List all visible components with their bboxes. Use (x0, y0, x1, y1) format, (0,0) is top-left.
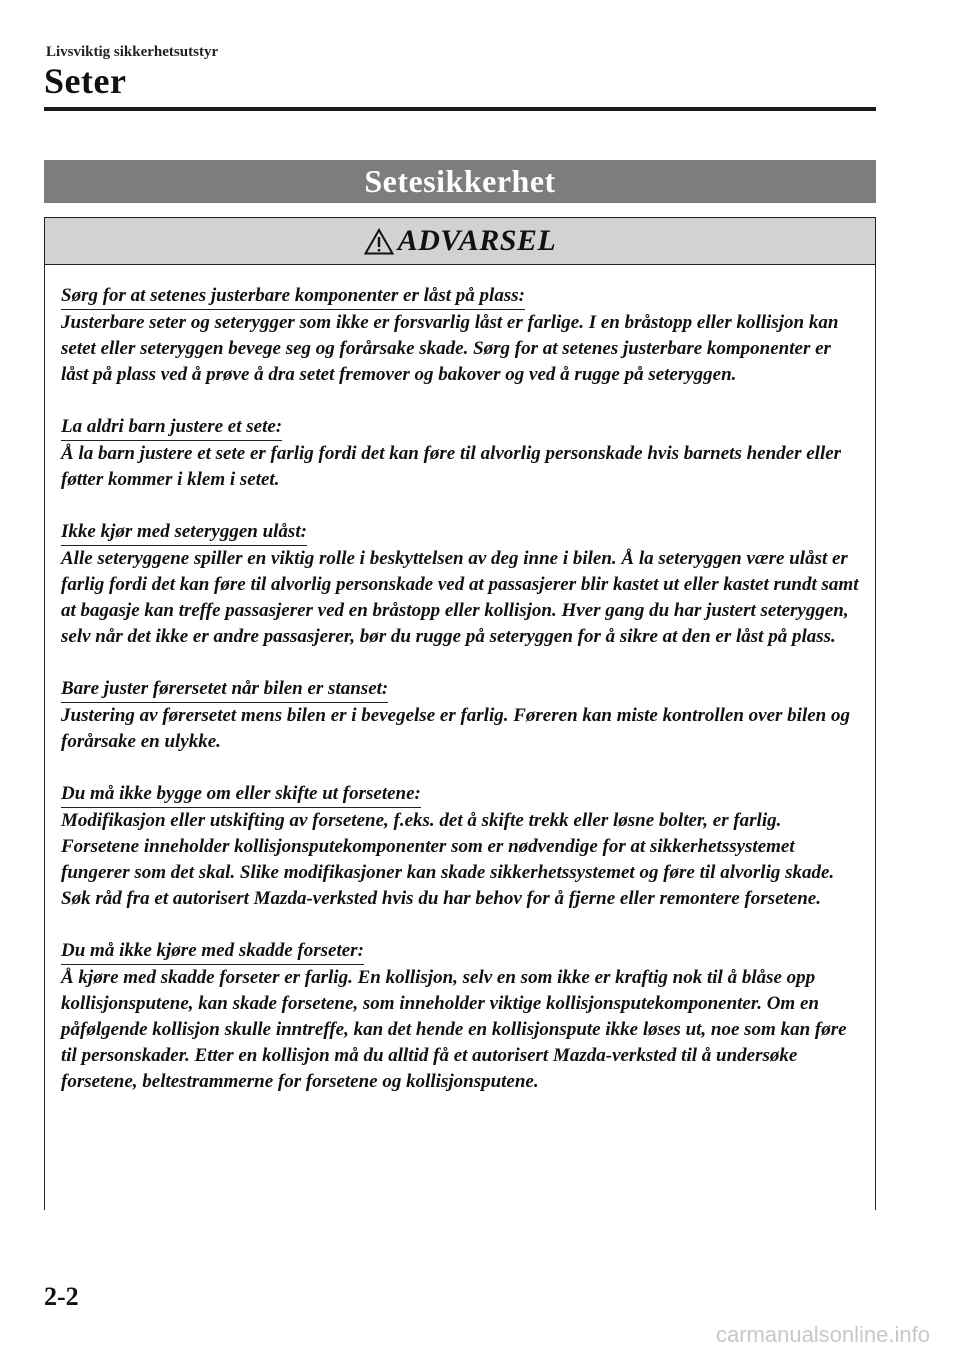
warning-item (61, 283, 859, 388)
warning-item-text: Å la barn justere et sete er farlig fordi det kan føre til alvorlig personskade hvis barnets hender eller føtter kommer i klem i setet. (61, 443, 842, 490)
warning-item (61, 519, 859, 650)
warning-item-text: Justerbare seter og seterygger som ikke er forsvarlig låst er farlige. I en bråstopp eller kollisjon kan setet eller seteryggen bevege seg og forårsake skade. Sørg for at setenes justerbare komponenter er låst på plass ved å prøve å dra setet fremover og bakover og ved å rugge på seteryggen. (61, 312, 839, 385)
warning-item (61, 676, 859, 755)
warning-item (61, 938, 859, 1095)
warning-triangle-icon (364, 228, 394, 255)
warning-item-heading: Du må ikke kjøre med skadde forseter: (61, 938, 364, 965)
warning-item (61, 414, 859, 493)
warning-title: ADVARSEL (397, 224, 557, 257)
warning-item-heading: Ikke kjør med seteryggen ulåst: (61, 519, 307, 546)
section-banner (44, 160, 876, 203)
warning-item-heading: Sørg for at setenes justerbare komponenter er låst på plass: (61, 283, 525, 310)
banner-title: Setesikkerhet (364, 163, 556, 199)
warning-item (61, 781, 859, 912)
title-rule (44, 107, 876, 111)
warning-item-text: Å kjøre med skadde forseter er farlig. En kollisjon, selv en som ikke er kraftig nok til å blåse opp kollisjonsputene, kan skade forsetene, som inneholder viktige kollisjonsputekomponenter. Om en påfølgende kollisjon skulle inntreffe, kan det hende en kollisjonspute ikke løses ut, noe som kan føre til personskader. Etter en kollisjon må du alltid få et autorisert Mazda-verksted til å undersøke forsetene, beltestrammerne for forsetene og kollisjonsputene. (61, 967, 847, 1092)
chapter-title: Seter (44, 61, 127, 101)
section-label: Livsviktig sikkerhetsutstyr (46, 44, 219, 60)
warning-item-heading: Bare juster førersetet når bilen er stanset: (61, 676, 388, 703)
warning-body (45, 265, 875, 1095)
watermark: carmanualsonline.info (715, 1322, 930, 1347)
page-number: 2-2 (44, 1282, 79, 1311)
warning-item-text: Alle seteryggene spiller en viktig rolle i beskyttelsen av deg inne i bilen. Å la seteryggen være ulåst er farlig fordi det kan føre til alvorlig personskade ved at passasjerer blir kastet ut eller kastet rundt samt at bagasje kan treffe passasjerer ved en bråstopp eller kollisjon. Hver gang du har justert seteryggen, selv når det ikke er andre passasjerer, bør du rugge på seteryggen for å sikre at den er låst på plass. (61, 548, 859, 647)
warning-header (45, 218, 875, 265)
warning-item-heading: Du må ikke bygge om eller skifte ut forsetene: (61, 781, 421, 808)
warning-item-heading: La aldri barn justere et sete: (61, 414, 282, 441)
warning-item-text: Justering av førersetet mens bilen er i bevegelse er farlig. Føreren kan miste kontrollen over bilen og forårsake en ulykke. (61, 705, 850, 752)
warning-item-text: Modifikasjon eller utskifting av forsetene, f.eks. det å skifte trekk eller løsne bolter, er farlig. Forsetene inneholder kollisjonsputekomponenter som er nødvendige for at sikkerhetssystemet fungerer som det skal. Slike modifikasjoner kan skade sikkerhetssystemet og føre til alvorlig skade. Søk råd fra et autorisert Mazda-verksted hvis du har behov for å fjerne eller remontere forsetene. (61, 810, 835, 909)
warning-box (44, 217, 876, 1210)
